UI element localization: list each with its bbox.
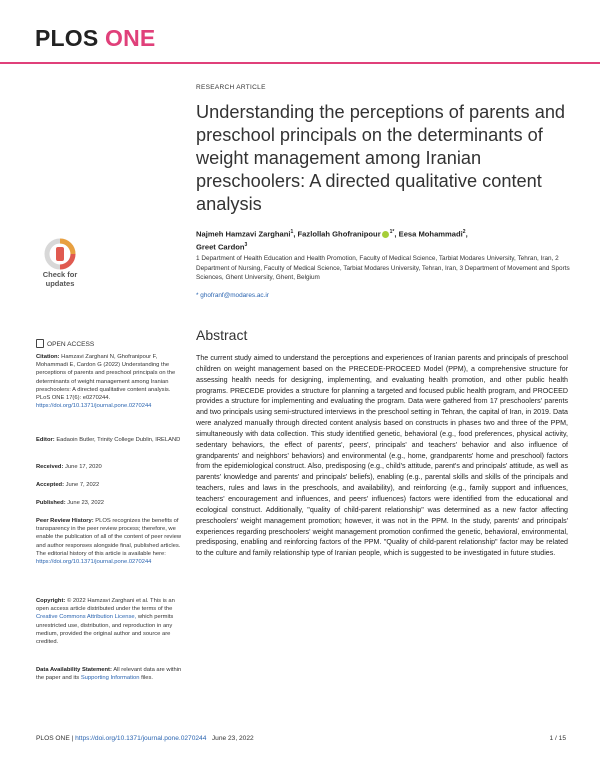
author-name[interactable]: Najmeh Hamzavi Zarghani bbox=[196, 229, 291, 239]
journal-logo: PLOS ONE bbox=[35, 25, 156, 51]
abstract-heading: Abstract bbox=[196, 327, 248, 343]
corresponding-email[interactable]: * ghofranf@modares.ac.ir bbox=[196, 292, 269, 299]
author-name[interactable]: Eesa Mohammadi bbox=[398, 229, 463, 239]
footer-journal: PLOS ONE bbox=[36, 735, 70, 742]
author-name[interactable]: Greet Cardon bbox=[196, 242, 245, 252]
accepted-date: Accepted: June 7, 2022 bbox=[36, 482, 100, 488]
published-date: Published: June 23, 2022 bbox=[36, 500, 105, 506]
supporting-info-link[interactable]: Supporting Information bbox=[80, 675, 140, 682]
author-name[interactable]: Fazlollah Ghofranipour bbox=[297, 229, 381, 239]
author-list: Najmeh Hamzavi Zarghani$^1$, Fazlollah Ghofranipour $^{1*}$, Eesa Mohammadi$^2$, Greet Cardon$^3$ bbox=[196, 229, 468, 252]
article-type: RESEARCH ARTICLE bbox=[196, 84, 266, 91]
header-rule bbox=[0, 62, 600, 64]
copyright-block: Copyright: © 2022 Hamzavi Zarghani et al. This is an open access article distributed under the terms of the Creative Commons Attribution License, which permits unrestricted use, distribution, and reproduction in any medium, provided the original author and source are credited. bbox=[36, 598, 175, 646]
page-footer: PLOS ONE | https://doi.org/10.1371/journal.pone.0270244 June 23, 2022 1 / 15 bbox=[36, 735, 566, 742]
check-for-updates-badge[interactable]: Check for updates bbox=[36, 238, 84, 300]
affiliations: 1 Department of Health Education and Health Promotion, Faculty of Medical Science, Tarbiat Modares University, Tehran, Iran, 2 Department of Nursing, Faculty of Medical Science, Tarbiat Modares University, Tehran, Iran, 3 Department of Movement and Sports Sciences, Ghent University, Ghent, Belgium bbox=[196, 255, 570, 282]
orcid-icon[interactable] bbox=[382, 231, 389, 238]
editor-block: Editor: Eadaoin Butler, Trinity College Dublin, IRELAND bbox=[36, 437, 181, 443]
license-link[interactable]: Creative Commons Attribution License, bbox=[36, 614, 137, 621]
article-title: Understanding the perceptions of parents and preschool principals on the determinants of weight management among Iranian preschoolers: A directed qualitative content analysis bbox=[196, 102, 566, 214]
footer-doi-link[interactable]: https://doi.org/10.1371/journal.pone.0270244 bbox=[75, 735, 207, 742]
received-date: Received: June 17, 2020 bbox=[36, 464, 102, 470]
data-availability-block: Data Availability Statement: All relevant data are within the paper and its Supporting Information files. bbox=[36, 667, 182, 682]
peer-review-link[interactable]: https://doi.org/10.1371/journal.pone.0270244 bbox=[36, 559, 152, 566]
open-lock-icon bbox=[36, 339, 44, 348]
footer-date: June 23, 2022 bbox=[211, 735, 254, 742]
citation-doi-link[interactable]: https://doi.org/10.1371/journal.pone.0270244 bbox=[36, 403, 152, 410]
peer-review-block: Peer Review History: PLOS recognizes the benefits of transparency in the peer review process; therefore, we enable the publication of all of the content of peer review and author responses alongside final, published articles. The editorial history of this article is available here: https://doi.org/10.1371/journal.pone.0270244 bbox=[36, 518, 182, 566]
citation-block: Citation: Hamzavi Zarghani N, Ghofranipour F, Mohammadi E, Cardon G (2022) Understanding the perceptions of parents and preschool principals on the determinants of weight management among Iranian preschoolers: A directed qualitative content analysis. PLoS ONE 17(6): e0270244. https://doi.org/10.1371/journal.pone.0270244 bbox=[36, 354, 176, 410]
page-number: 1 / 15 bbox=[549, 735, 566, 742]
open-access-label: OPEN ACCESS bbox=[36, 339, 94, 348]
abstract-text: The current study aimed to understand the perceptions and experiences of Iranian parents and principals of preschool children on weight management based on the PRECEDE-PROCEED Model (PPM), a comprehensive structure for assessing health needs for designing, implementing, and evaluating health promotion, and other public health programs. PRECEDE provides a structure for planning a targeted and focused public health program, and PROCEED provides a structure for implementing and evaluating the program. Data were gathered from 17 preschoolers' parents and two principals using semi-structured interviews in the preschool setting in Tehran, the capital of Iran, in 2019. Data were analyzed manually through directed content analysis based on constructs in phases two and three of the PPM, simultaneously with data collection. This study identified genetic, behavioral (e.g., food preferences, physical activity, sedentary behaviors, the effect of parents', peers', principals' and teachers' behavior and also influence of grandparents' and neighbors' behaviors) and environmental (e.g., home, grandparents' home and preschool) factors from the epidemiological construct. Also, predisposing (e.g., child's attitude, parent's and principals' attitude, as well as parents' knowledge and parents' and principals' beliefs), enabling (e.g., parental skills and skills of the principals and teachers, rules and laws in the preschools, and availability), and reinforcing (e.g., family support and influences, teachers' encouragement and influences, and peers' influences) factors were identified from the educational and ecological construct. Additionally, "quality of child-parent relationship" was determined as a new factor affecting preschoolers' weight management promotion; however, it was not in the PPM. In the study, parents' and principals' experiences regarding preschoolers' weight management promotion confirmed the genetic, behavioral, environmental, predisposing, enabling and reinforcing factors of the PPM. "Quality of child-parent relationship" factor may be related to the culture and family relationship type of Iranian people, which is suggested to be investigated in future studies. bbox=[196, 354, 568, 558]
check-updates-icon bbox=[44, 238, 76, 270]
